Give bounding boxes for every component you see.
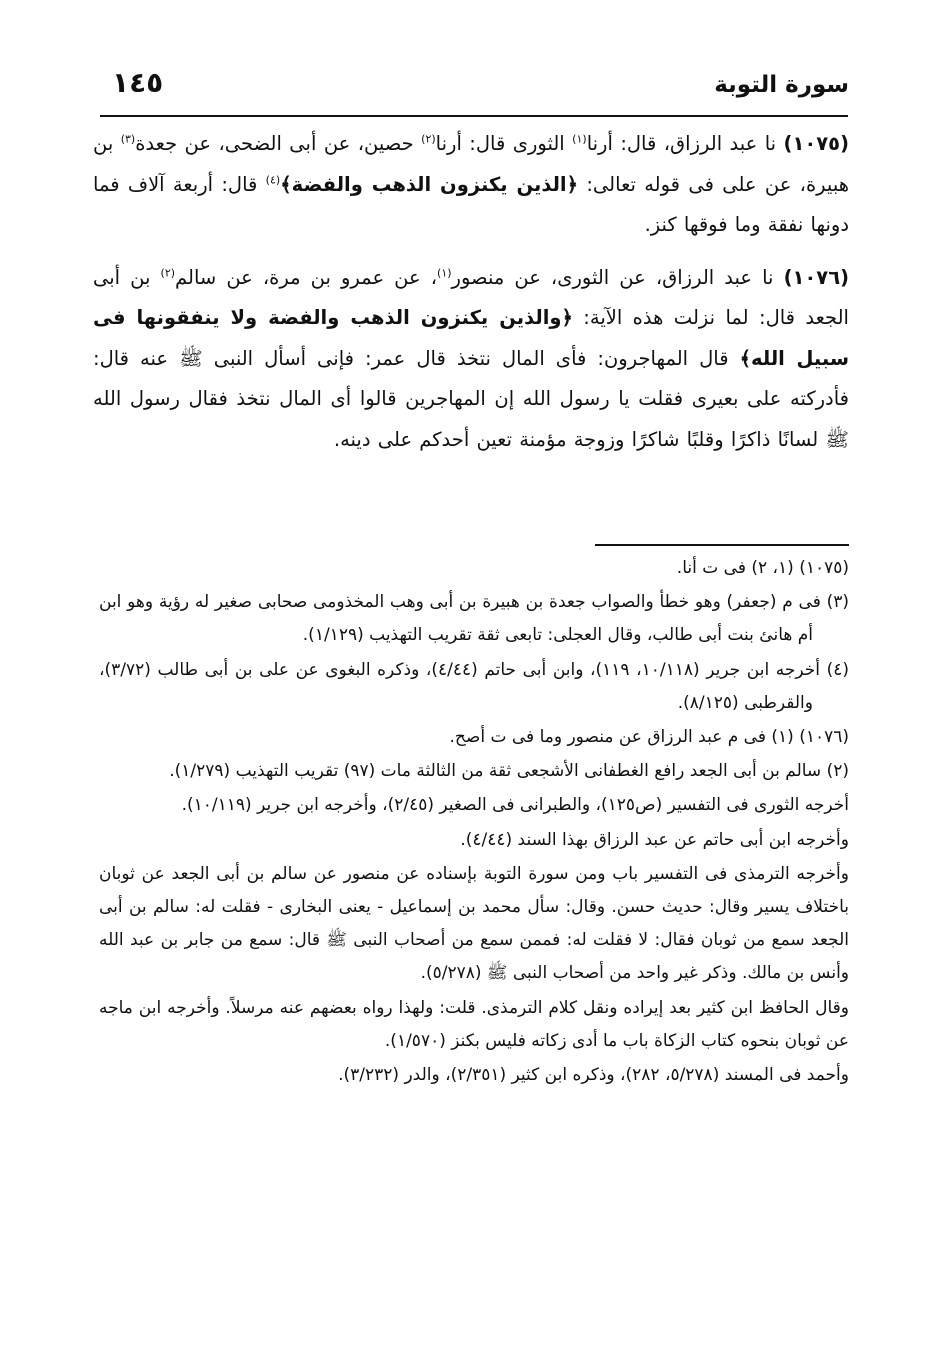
- footnote: (١٠٧٦) (١) فى م عبد الرزاق عن منصور وما فى ت أصح.: [449, 727, 849, 748]
- quran-verse: ﴿والذين يكنزون الذهب والفضة ولا ينفقونها فى سبيل الله﴾: [93, 306, 849, 370]
- footnote-marker: (٢): [421, 132, 436, 146]
- footnote: وأخرجه الترمذى فى التفسير باب ومن سورة التوبة بإسناده عن منصور عن سالم بن أبى الجعد عن ثوبان باختلاف يسير وقال: حديث حسن. وقال: سأل محمد بن إسماعيل - يعنى البخارى - فقلت له: سالم بن أبى الجعد سمع من ثوبان فقال: لا فقلت له: فممن سمع من أصحاب النبى ﷺ قال: سمع من جابر بن عبد الله وأنس بن مالك. وذكر غير واحد من أصحاب النبى ﷺ (٥/٢٧٨).: [99, 863, 849, 984]
- hadith-text: قال: أربعة آلاف فما دونها نفقة وما فوقها كنز.: [93, 172, 849, 236]
- hadith-text: نا عبد الرزاق، قال: أرنا: [586, 132, 784, 155]
- hadith-1076: [93, 258, 849, 461]
- hadith-text: حصين، عن أبى الضحى، عن جعدة: [135, 132, 422, 155]
- hadith-text: قال المهاجرون: فأى المال نتخذ قال عمر: فإنى أسأل النبى ﷺ عنه قال: فأدركته على بعيرى فقلت يا رسول الله إن المهاجرين قالوا أى المال نتخذ فقال رسول الله ﷺ لسانًا ذاكرًا وقلبًا شاكرًا وزوجة مؤمنة تعين أحدكم على دينه.: [93, 346, 849, 451]
- footnote: (٣) فى م (جعفر) وهو خطأ والصواب جعدة بن هبيرة بن أبى وهب المخذومى صحابى صغير له رؤية وهو ابن أم هانئ بنت أبى طالب، وقال العجلى: تابعى ثقة تقريب التهذيب (١/١٢٩).: [99, 592, 849, 646]
- hadith-number: (١٠٧٥): [783, 132, 849, 155]
- footnote-marker: (١): [437, 266, 452, 279]
- footnote: وقال الحافظ ابن كثير بعد إيراده ونقل كلام الترمذى. قلت: ولهذا رواه بعضهم عنه مرسلاً. وأخرجه ابن ماجه عن ثوبان بنحوه كتاب الزكاة باب ما أدى زكاته فليس بكنز (١/٥٧٠).: [99, 997, 849, 1051]
- page-number: ١٤٥: [112, 66, 164, 99]
- footnotes: [99, 552, 849, 1093]
- footnote: (٤) أخرجه ابن جرير (١٠/١١٨، ١١٩)، وابن أبى حاتم (٤/٤٤)، وذكره البغوى عن على بن أبى طالب (٣/٧٢)، والقرطبى (٨/١٢٥).: [99, 659, 849, 713]
- hadith-text: بن أبى الجعد قال: لما نزلت هذه الآية:: [93, 265, 849, 329]
- hadith-text: الثورى قال: أرنا: [435, 132, 573, 155]
- quran-verse: ﴿الذين يكنزون الذهب والفضة﴾: [280, 172, 579, 196]
- hadith-text: بن هبيرة، عن على فى قوله تعالى:: [93, 132, 849, 196]
- running-title: سورة التوبة: [714, 72, 849, 98]
- footnote: (٢) سالم بن أبى الجعد رافع الغطفانى الأشجعى ثقة من الثالثة مات (٩٧) تقريب التهذيب (١/٢٧٩).: [169, 761, 849, 782]
- main-text: [93, 124, 849, 472]
- hadith-1075: [93, 124, 849, 246]
- footnote-marker: (١): [572, 132, 587, 146]
- footnote: أخرجه الثورى فى التفسير (ص١٢٥)، والطبرانى فى الصغير (٢/٤٥)، وأخرجه ابن جرير (١٠/١١٩).: [181, 795, 849, 816]
- footnote: (١٠٧٥) (١، ٢) فى ت أنا.: [676, 558, 849, 578]
- footnote: وأخرجه ابن أبى حاتم عن عبد الرزاق بهذا السند (٤/٤٤).: [460, 829, 849, 850]
- footnote: وأحمد فى المسند (٥/٢٧٨، ٢٨٢)، وذكره ابن كثير (٢/٣٥١)، والدر (٣/٢٣٢).: [338, 1065, 849, 1086]
- hadith-number: (١٠٧٦): [783, 265, 850, 289]
- footnote-marker: (٤): [265, 173, 281, 186]
- footnote-marker: (٢): [160, 266, 176, 279]
- footnote-rule: [595, 544, 849, 546]
- hadith-text: ، عن عمرو بن مرة، عن سالم: [175, 265, 438, 289]
- header-rule: [100, 115, 848, 117]
- hadith-text: نا عبد الرزاق، عن الثورى، عن منصور: [451, 265, 784, 289]
- footnote-marker: (٣): [120, 132, 136, 146]
